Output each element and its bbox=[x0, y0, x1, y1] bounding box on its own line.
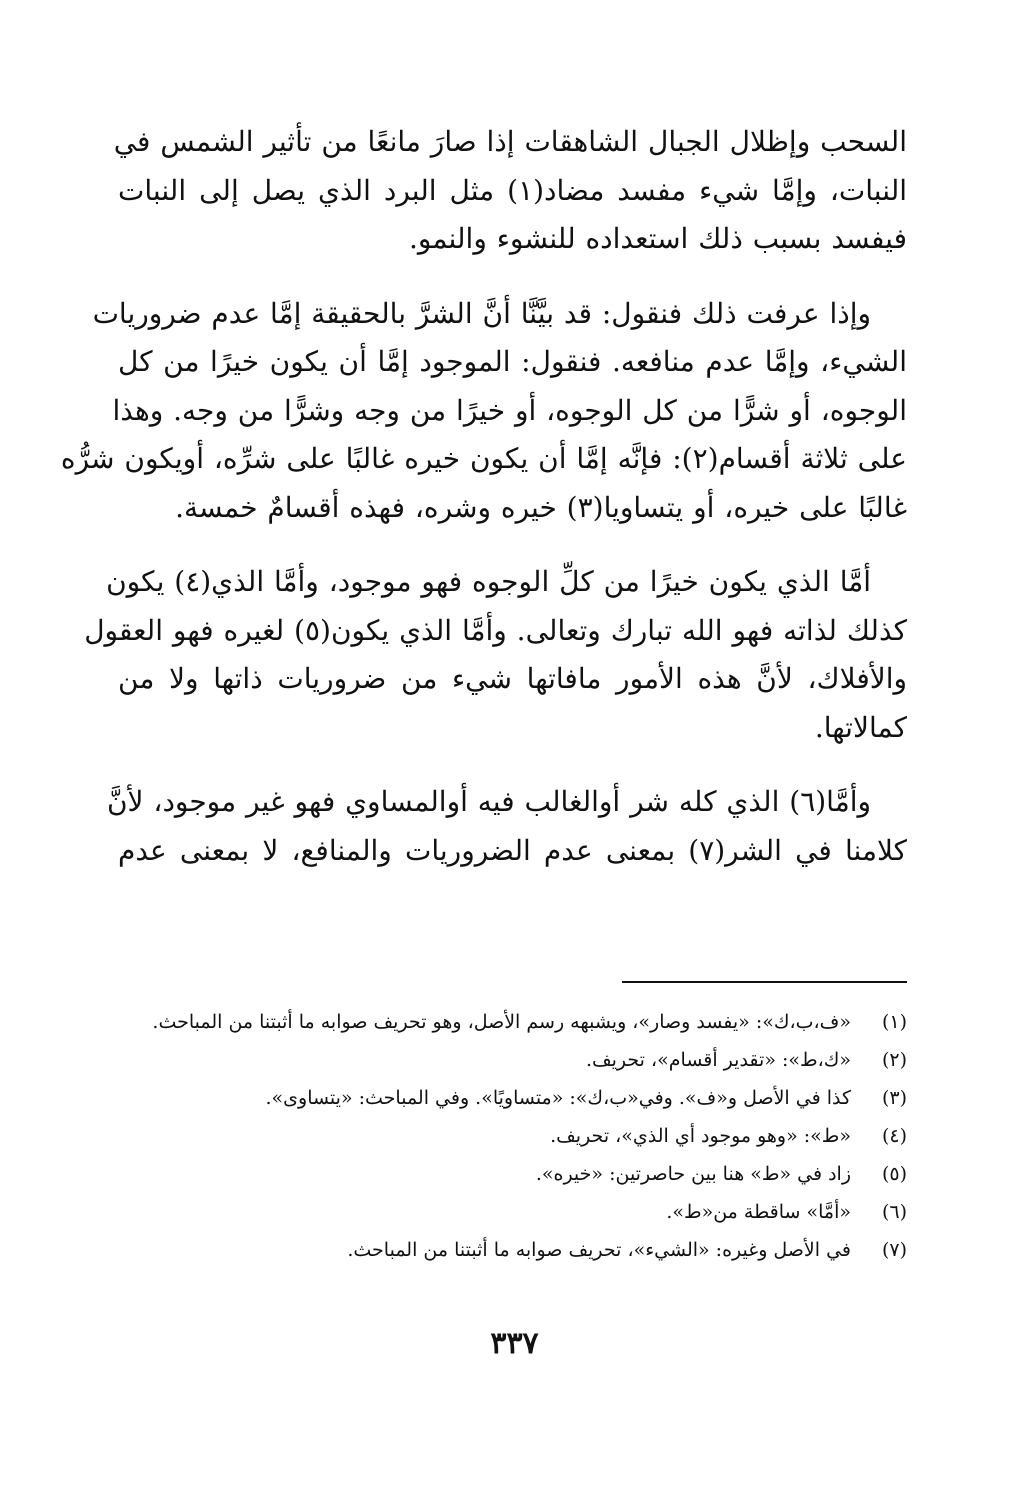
footnote-item bbox=[118, 1117, 907, 1155]
page-number: ٣٣٧ bbox=[490, 1326, 539, 1361]
paragraph-4 bbox=[106, 778, 907, 875]
text-line: كلامنا في الشر(٧) بمعنى عدم الضروريات والمنافع، لا بمعنى عدم bbox=[118, 833, 907, 867]
text-line: وإذا عرفت ذلك فنقول: قد بيَّنَّا أنَّ الشرَّ بالحقيقة إمَّا عدم ضروريات bbox=[92, 296, 871, 330]
footnote-item bbox=[118, 1041, 907, 1079]
text-line: وأمَّا(٦) الذي كله شر أوالغالب فيه أوالمساوي فهو غير موجود، لأنَّ bbox=[106, 785, 871, 818]
footnote-item bbox=[118, 1155, 907, 1193]
text-line: فيفسد بسبب ذلك استعداده للنشوء والنمو. bbox=[409, 222, 907, 255]
text-line: أمَّا الذي يكون خيرًا من كلِّ الوجوه فهو موجود، وأمَّا الذي(٤) يكون bbox=[106, 565, 871, 598]
text-line: الشيء، وإمَّا عدم منافعه. فنقول: الموجود إمَّا أن يكون خيرًا من كل bbox=[118, 345, 907, 378]
text-line: كذلك لذاته فهو الله تبارك وتعالى. وأمَّا الذي يكون(٥) لغيره فهو العقول bbox=[84, 613, 907, 647]
footnote-number: (٦) bbox=[881, 1201, 907, 1223]
text-line: غالبًا على خيره، أو يتساويا(٣) خيره وشره، فهذه أقسامٌ خمسة. bbox=[175, 490, 907, 524]
text-line: كمالاتها. bbox=[814, 710, 907, 744]
footnote-number: (٢) bbox=[881, 1049, 907, 1071]
text-line: على ثلاثة أقسام(٢): فإنَّه إمَّا أن يكون خيره غالبًا على شرِّه، أويكون شرُّه bbox=[60, 442, 907, 475]
text-line: السحب وإظلال الجبال الشاهقات إذا صارَ مانعًا من تأثير الشمس في bbox=[113, 125, 907, 158]
footnotes bbox=[118, 1003, 907, 1269]
footnote-number: (٧) bbox=[881, 1239, 907, 1261]
footnote-divider bbox=[622, 981, 907, 983]
footnote-text: كذا في الأصل و«ف». وفي«ب،ك»: «متساويًا». وفي المباحث: «يتساوى». bbox=[265, 1087, 851, 1109]
footnote-text: «ط»: «وهو موجود أي الذي»، تحريف. bbox=[550, 1125, 851, 1147]
footnote-item bbox=[118, 1193, 907, 1231]
text-line: النبات، وإمَّا شيء مفسد مضاد(١) مثل البرد الذي يصل إلى النبات bbox=[118, 173, 908, 207]
footnote-text: في الأصل وغيره: «الشيء»، تحريف صوابه ما أثبتنا من المباحث. bbox=[347, 1239, 851, 1261]
paragraph-2 bbox=[60, 290, 907, 533]
footnote-text: زاد في «ط» هنا بين حاصرتين: «خيره». bbox=[535, 1163, 851, 1185]
footnote-text: «ف،ب،ك»: «يفسد وصار»، ويشبهه رسم الأصل، وهو تحريف صوابه ما أثبتنا من المباحث. bbox=[152, 1011, 851, 1033]
footnote-item bbox=[118, 1231, 907, 1269]
footnote-number: (٥) bbox=[881, 1163, 907, 1185]
main-text bbox=[60, 118, 908, 901]
text-line: الوجوه، أو شرًّا من كل الوجوه، أو خيرًا من وجه وشرًّا من وجه. وهذا bbox=[112, 393, 907, 427]
text-line: والأفلاك، لأنَّ هذه الأمور مافاتها شيء من ضروريات ذاتها ولا من bbox=[118, 662, 908, 695]
footnote-number: (١) bbox=[881, 1011, 907, 1033]
footnote-item bbox=[118, 1003, 907, 1041]
footnote-text: «ك،ط»: «تقدير أقسام»، تحريف. bbox=[585, 1049, 851, 1071]
footnote-text: «أمَّا» ساقطة من«ط». bbox=[666, 1201, 851, 1223]
footnote-number: (٣) bbox=[881, 1087, 907, 1109]
footnote-item bbox=[118, 1079, 907, 1117]
paragraph-1 bbox=[113, 118, 908, 264]
footnote-number: (٤) bbox=[881, 1125, 907, 1147]
paragraph-3 bbox=[84, 558, 908, 752]
